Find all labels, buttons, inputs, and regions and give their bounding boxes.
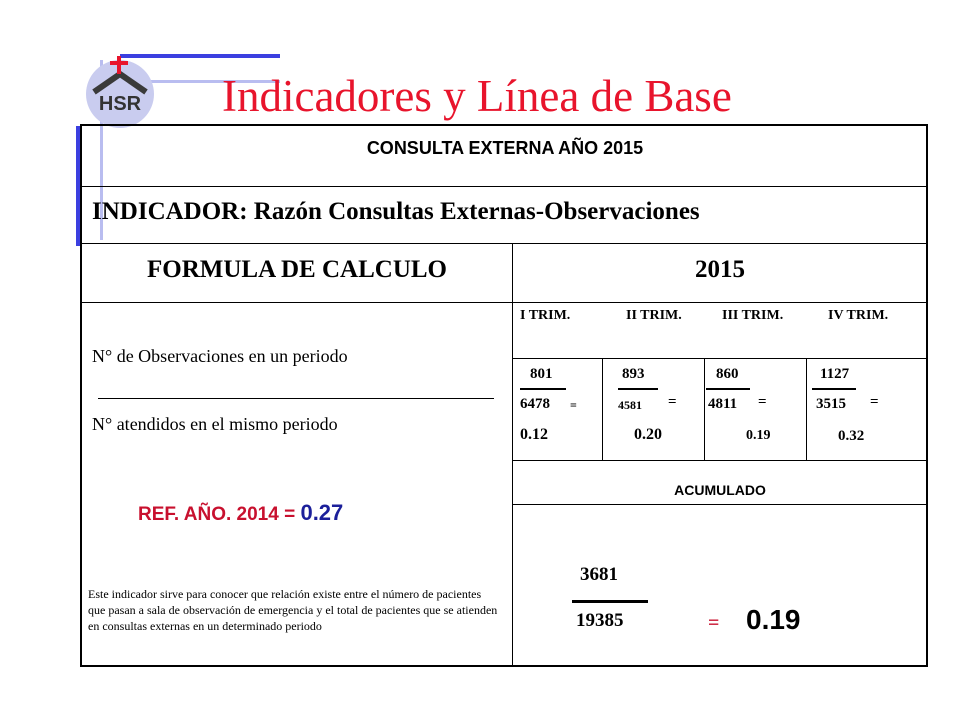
row-divider <box>512 460 928 461</box>
row-divider <box>82 186 928 187</box>
indicator-table <box>80 124 928 667</box>
col-divider <box>704 358 705 460</box>
q1-denominator: 6478 <box>520 396 550 412</box>
q4-numerator: 1127 <box>820 366 850 382</box>
quarter-label: II TRIM. <box>626 308 682 323</box>
svg-text:HSR: HSR <box>98 93 142 115</box>
q4-fraction-bar <box>812 388 856 390</box>
slide-title: Indicadores y Línea de Base <box>222 71 732 121</box>
accumulated-denominator: 19385 <box>576 610 624 631</box>
q2-result: 0.20 <box>634 426 662 443</box>
q1-result: 0.12 <box>520 426 548 443</box>
col-divider <box>602 358 603 460</box>
q3-fraction-bar <box>706 388 750 390</box>
numerator-label: N° de Observaciones en un periodo <box>92 346 348 366</box>
col-divider <box>512 243 513 667</box>
indicator-label: INDICADOR: Razón Consultas Externas-Observaciones <box>92 198 700 225</box>
accumulated-numerator: 3681 <box>580 564 618 585</box>
q3-denominator: 4811 <box>708 396 738 412</box>
q4-result: 0.32 <box>838 428 865 444</box>
accumulated-fraction-bar <box>572 600 648 603</box>
q3-equals: = <box>758 394 767 410</box>
formula-header: FORMULA DE CALCULO <box>146 256 447 283</box>
reference-text <box>138 500 343 526</box>
row-divider <box>82 302 928 303</box>
reference-value: 0.27 <box>300 500 344 525</box>
q3-numerator: 860 <box>716 366 739 382</box>
accumulated-equals: = <box>708 612 720 634</box>
row-divider <box>512 504 928 505</box>
q4-denominator: 3515 <box>816 396 846 412</box>
quarter-label: IV TRIM. <box>828 308 889 323</box>
table-header: CONSULTA EXTERNA AÑO 2015 <box>366 138 644 158</box>
q4-equals: = <box>870 394 879 410</box>
row-divider <box>512 358 928 359</box>
accumulated-result: 0.19 <box>746 604 801 635</box>
q3-result: 0.19 <box>746 428 771 443</box>
col-divider <box>806 358 807 460</box>
hospital-logo <box>80 52 160 132</box>
q2-fraction-bar <box>618 388 658 390</box>
year-header: 2015 <box>695 256 745 283</box>
quarter-label: III TRIM. <box>722 308 784 323</box>
q2-denominator: 4581 <box>618 398 642 412</box>
fraction-bar <box>98 398 494 399</box>
denominator-label: N° atendidos en el mismo periodo <box>92 414 338 434</box>
q1-numerator: 801 <box>530 366 553 382</box>
q1-equals: = <box>570 398 577 412</box>
indicator-note: Este indicador sirve para conocer que relación existe entre el número de pacientes que pasan a sala de observación de emergencia y el total de pacientes que se atienden en consultas externas en un determinado periodo <box>88 587 498 633</box>
accumulated-label: ACUMULADO <box>674 482 766 498</box>
reference-label: REF. AÑO. 2014 = <box>138 504 301 525</box>
q1-fraction-bar <box>520 388 566 390</box>
q2-numerator: 893 <box>622 366 645 382</box>
q2-equals: = <box>668 394 677 410</box>
row-divider <box>82 243 928 244</box>
quarter-label: I TRIM. <box>520 308 571 323</box>
